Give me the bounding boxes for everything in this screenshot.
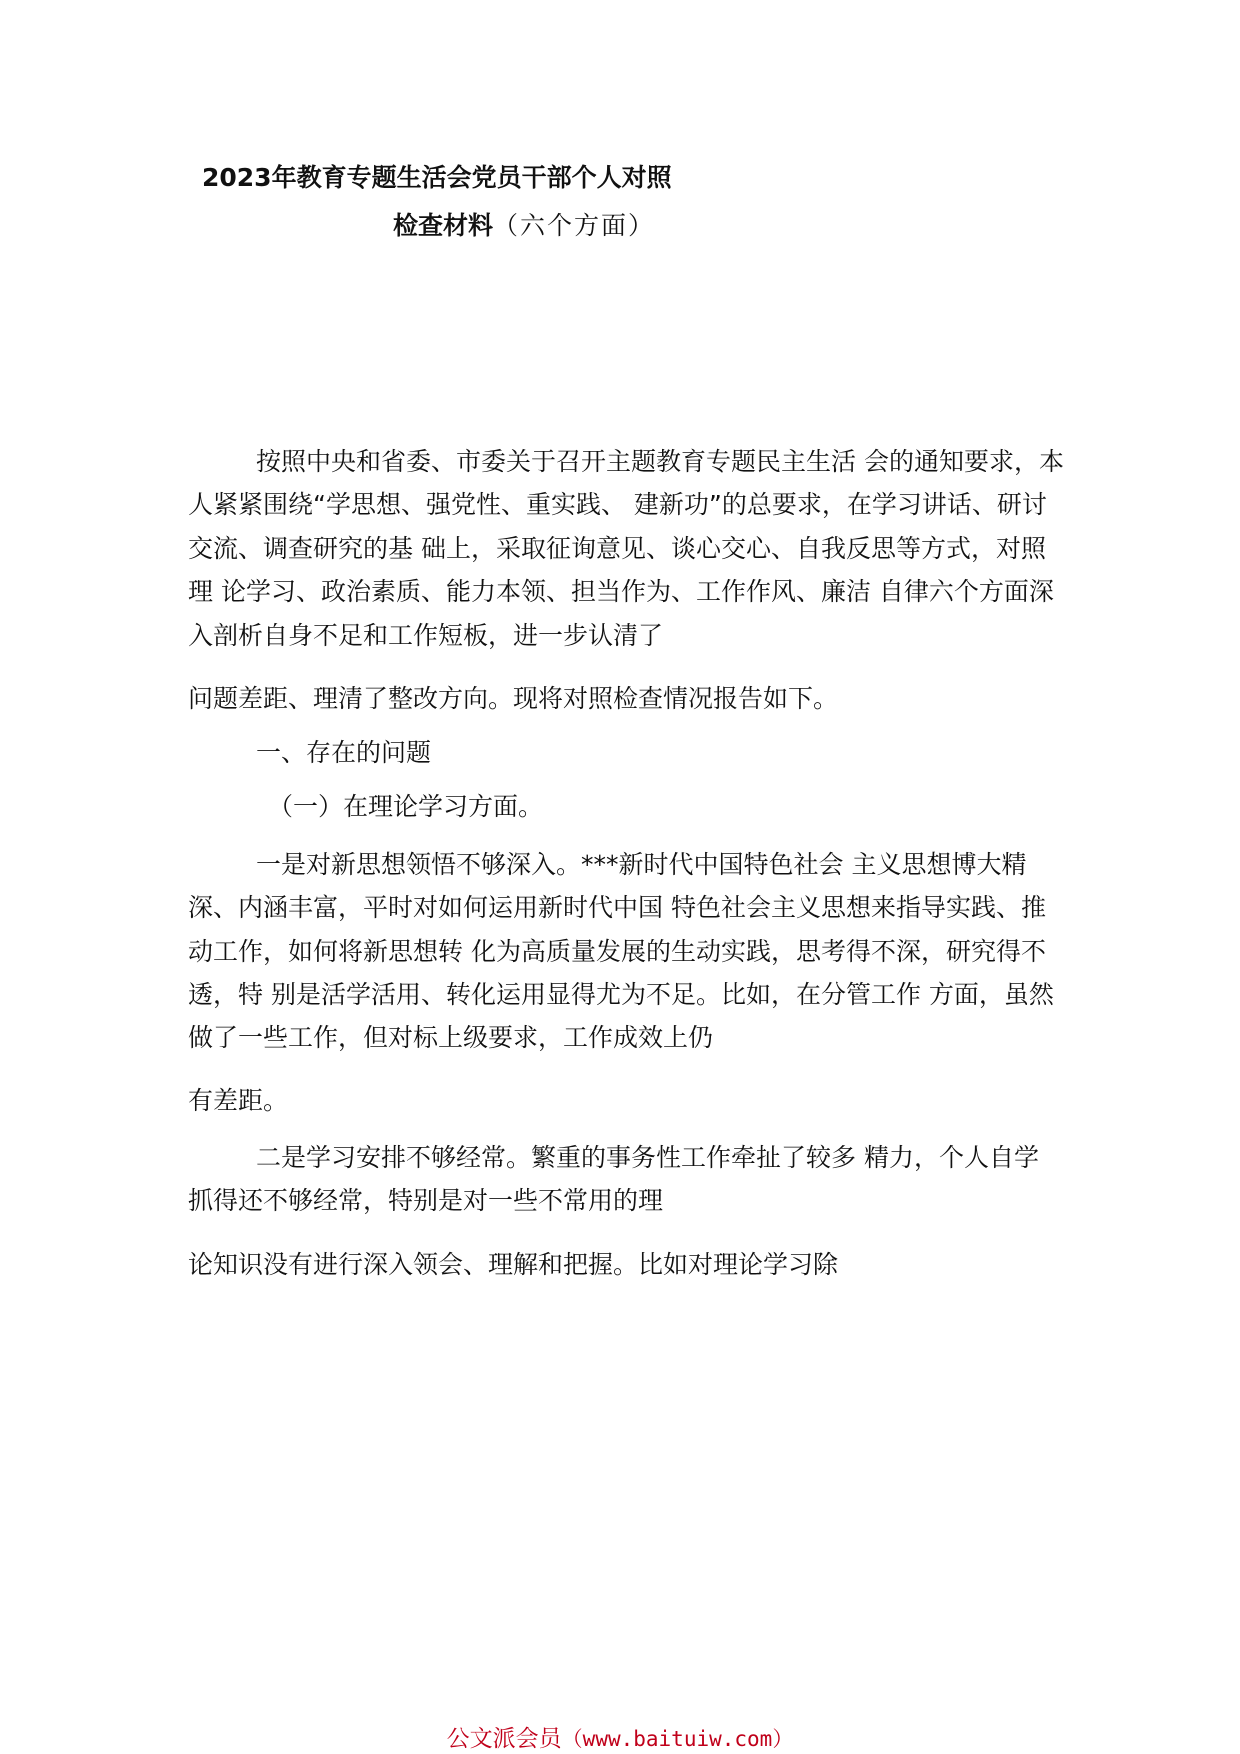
body-line: 入剖析自身不足和工作短板，进一步认清了	[188, 621, 664, 650]
footer-watermark	[0, 1720, 1240, 1753]
footer-label: 公文派会员	[446, 1726, 562, 1752]
footer-url[interactable]: （www.baituiw.com）	[561, 1727, 794, 1751]
body-line: 透，特 别是活学活用、转化运用显得尤为不足。比如，在分管工作 方面，虽然	[188, 980, 1054, 1009]
body-line: 问题差距、理清了整改方向。现将对照检查情况报告如下。	[188, 684, 839, 713]
body-line: 人紧紧围绕“学思想、强党性、重实践、 建新功”的总要求，在学习讲话、研讨	[188, 490, 1047, 519]
body-line: 深、内涵丰富，平时对如何运用新时代中国 特色社会主义思想来指导实践、推	[188, 893, 1046, 922]
body-line: 动工作，如何将新思想转 化为高质量发展的生动实践，思考得不深，研究得不	[188, 937, 1046, 966]
document-title-paren: （六个方面）	[493, 211, 656, 240]
body-line: 抓得还不够经常，特别是对一些不常用的理	[188, 1186, 664, 1215]
document-title-line1: 2023年教育专题生活会党员干部个人对照	[202, 163, 672, 192]
document-title-line2	[393, 206, 655, 242]
body-line: 按照中央和省委、市委关于召开主题教育专题民主生活 会的通知要求，本	[256, 447, 1064, 476]
body-line: 做了一些工作，但对标上级要求，工作成效上仍	[188, 1023, 714, 1052]
subsection-heading: （一）在理论学习方面。	[268, 792, 544, 821]
section-heading: 一、存在的问题	[256, 738, 432, 767]
body-line: 理 论学习、政治素质、能力本领、担当作为、工作作风、廉洁 自律六个方面深	[188, 577, 1054, 606]
document-title-main: 检查材料	[393, 211, 494, 240]
body-line: 交流、调查研究的基 础上，采取征询意见、谈心交心、自我反思等方式，对照	[188, 534, 1046, 563]
body-line: 一是对新思想领悟不够深入。***新时代中国特色社会 主义思想博大精	[256, 850, 1027, 879]
body-line: 论知识没有进行深入领会、理解和把握。比如对理论学习除	[188, 1250, 839, 1279]
body-line: 有差距。	[188, 1086, 289, 1115]
body-line: 二是学习安排不够经常。繁重的事务性工作牵扯了较多 精力，个人自学	[256, 1143, 1039, 1172]
